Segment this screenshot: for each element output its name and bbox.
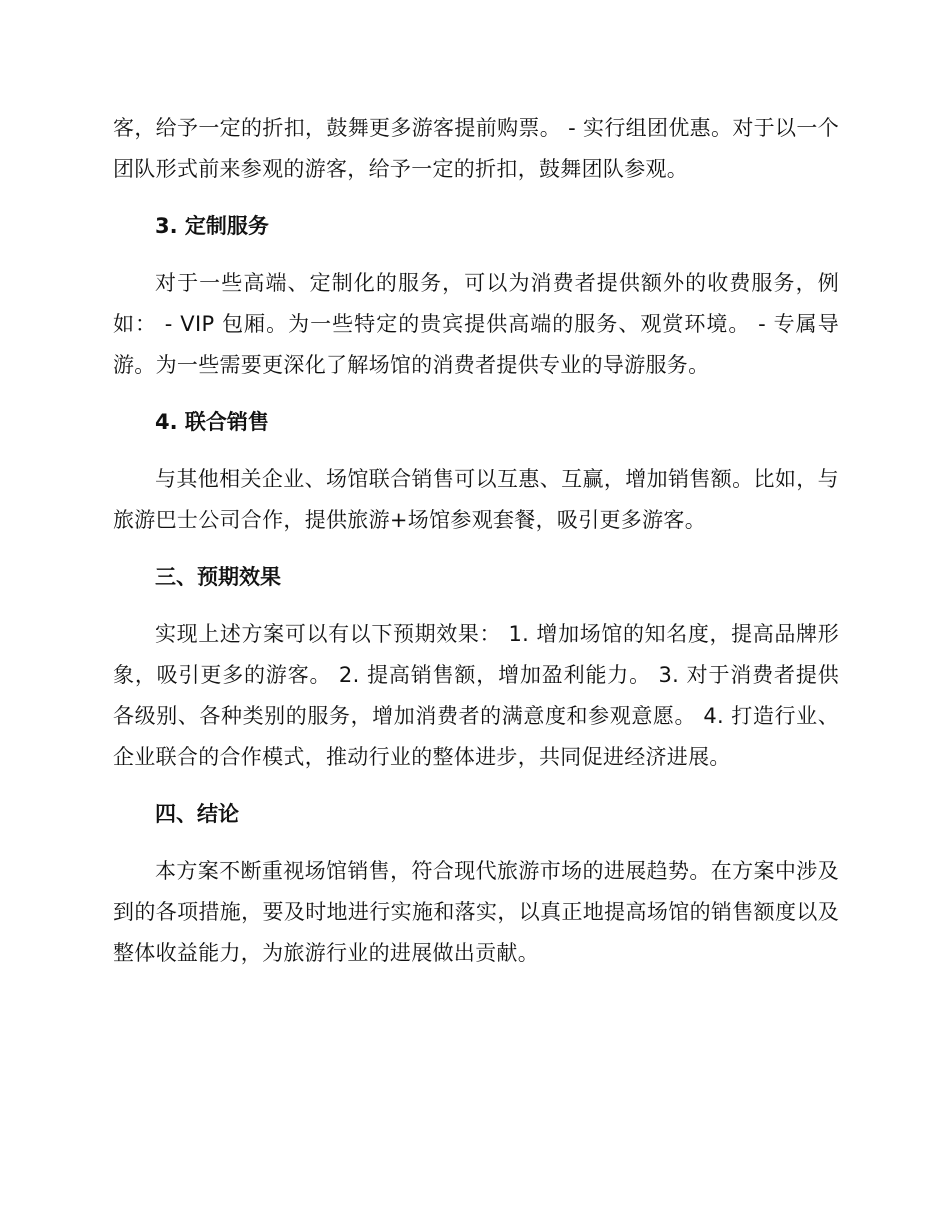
heading-joint-sales: 4. 联合销售 (155, 410, 269, 434)
document-body (113, 108, 839, 974)
heading-expected-effects: 三、预期效果 (155, 565, 281, 589)
heading-conclusion: 四、结论 (155, 802, 239, 826)
paragraph-joint-sales: 与其他相关企业、场馆联合销售可以互惠、互赢，增加销售额。比如，与旅游巴士公司合作，提供旅游+场馆参观套餐，吸引更多游客。 (113, 467, 839, 532)
paragraph-custom-service: 对于一些高端、定制化的服务，可以为消费者提供额外的收费服务，例如： - VIP 包厢。为一些特定的贵宾提供高端的服务、观赏环境。 - 专属导游。为一些需要更深化了解场馆的消费者提供专业的导游服务。 (113, 271, 839, 377)
paragraph-conclusion: 本方案不断重视场馆销售，符合现代旅游市场的进展趋势。在方案中涉及到的各项措施，要及时地进行实施和落实，以真正地提高场馆的销售额度以及整体收益能力，为旅游行业的进展做出贡献。 (113, 859, 839, 965)
heading-custom-service: 3. 定制服务 (155, 214, 269, 238)
paragraph-group-discount: 客，给予一定的折扣，鼓舞更多游客提前购票。 - 实行组团优惠。对于以一个团队形式前来参观的游客，给予一定的折扣，鼓舞团队参观。 (113, 116, 839, 181)
paragraph-expected-effects: 实现上述方案可以有以下预期效果： 1. 增加场馆的知名度，提高品牌形象，吸引更多的游客。 2. 提高销售额，增加盈利能力。 3. 对于消费者提供各级别、各种类别的服务，增加消费者的满意度和参观意愿。 4. 打造行业、企业联合的合作模式，推动行业的整体进步，共同促进经济进展。 (113, 622, 839, 769)
